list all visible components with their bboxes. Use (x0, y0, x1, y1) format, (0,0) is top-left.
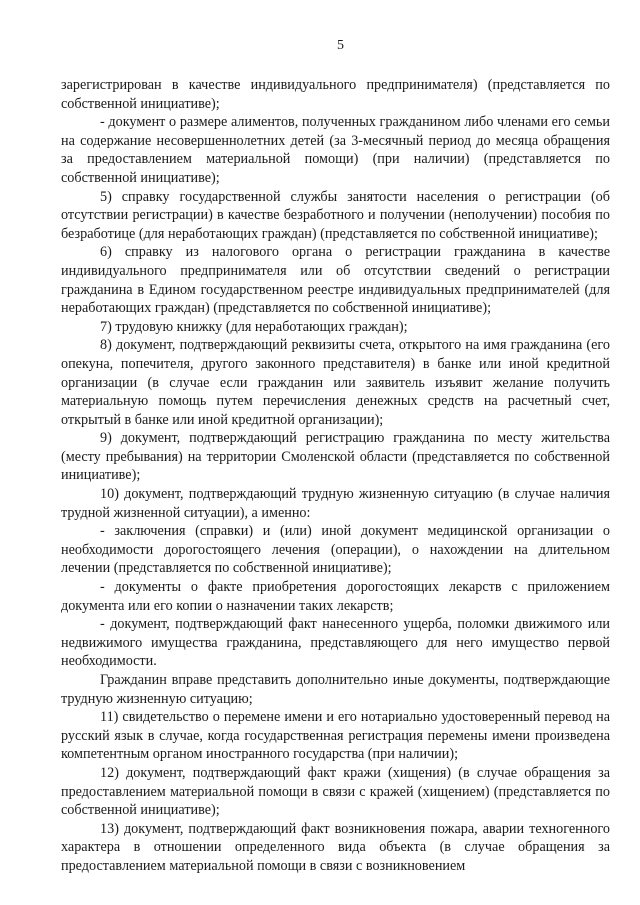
page-number: 5 (337, 38, 344, 53)
paragraph-item-8: 8) документ, подтверждающий реквизиты счета, открытого на имя гражданина (его опекуна, попечителя, другого законного представителя) в банке или иной кредитной организации (в случае если гражданин или заявитель изъявит желание получить материальную помощь путем перечисления денежных средств на расчетный счет, открытый в банке или иной кредитной организации); (61, 337, 610, 428)
paragraph-item-13: 13) документ, подтверждающий факт возникновения пожара, аварии техногенного характера в отношении определенного вида объекта (в случае обращения за предоставлением материальной помощи в связи с возникновением (61, 820, 610, 874)
paragraph-item-6: 6) справку из налогового органа о регистрации гражданина в качестве индивидуального предпринимателя или об отсутствии сведений о регистрации гражданина в Едином государственном реестре индивидуальных предпринимателей (для неработающих граждан) (представляется по собственной инициативе); (61, 244, 610, 317)
paragraph-item-7: 7) трудовую книжку (для неработающих граждан); (100, 318, 408, 335)
paragraph-item-5: 5) справку государственной службы занятости населения о регистрации (об отсутствии регистрации) в качестве безработного и получении (неполучении) пособия по безработице (для неработающих граждан) (представляется по собственной инициативе); (61, 188, 610, 242)
paragraph-continuation: зарегистрирован в качестве индивидуального предпринимателя) (представляется по собственной инициативе); (61, 77, 610, 112)
paragraph-medical-document: - заключения (справки) и (или) иной документ медицинской организации о необходимости дорогостоящего лечения (операции), о нахождении на длительном лечении (представляется по собственной инициативе); (61, 523, 610, 577)
paragraph-item-10: 10) документ, подтверждающий трудную жизненную ситуацию (в случае наличия трудной жизненной ситуации), а именно: (61, 486, 610, 521)
document-body (61, 76, 610, 876)
paragraph-alimony-document: - документ о размере алиментов, полученных гражданином либо членами его семьи на содержание несовершеннолетних детей (за 3-месячный период до месяца обращения за предоставлением материальной помощи) (при наличии) (представляется по собственной инициативе); (61, 114, 610, 186)
paragraph-additional-documents: Гражданин вправе представить дополнительно иные документы, подтверждающие трудную жизненную ситуацию; (61, 672, 610, 707)
paragraph-item-9: 9) документ, подтверждающий регистрацию гражданина по месту жительства (месту пребывания) на территории Смоленской области (представляется по собственной инициативе); (61, 430, 610, 484)
paragraph-damage-document: - документ, подтверждающий факт нанесенного ущерба, поломки движимого или недвижимого имущества гражданина, представляющего для него имущество первой необходимости. (61, 616, 610, 670)
paragraph-medicine-document: - документы о факте приобретения дорогостоящих лекарств с приложением документа или его копии о назначении таких лекарств; (61, 579, 610, 614)
paragraph-item-11: 11) свидетельство о перемене имени и его нотариально удостоверенный перевод на русский язык в случае, когда государственная регистрация перемены имени произведена компетентным органом иностранного государства (при наличии); (61, 709, 610, 763)
paragraph-item-12: 12) документ, подтверждающий факт кражи (хищения) (в случае обращения за предоставлением материальной помощи в связи с кражей (хищением) (представляется по собственной инициативе); (61, 764, 610, 819)
